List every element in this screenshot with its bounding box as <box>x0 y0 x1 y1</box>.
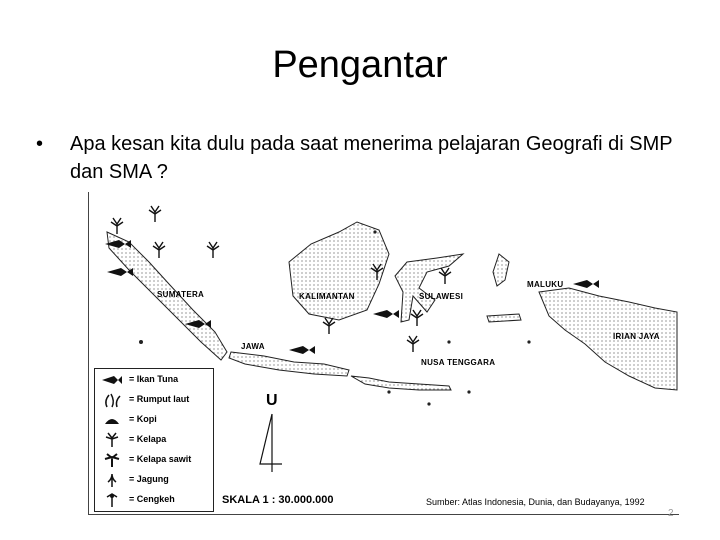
clove-icon <box>101 492 123 508</box>
map-scale: SKALA 1 : 30.000.000 <box>222 494 334 506</box>
legend-item: = Ikan Tuna <box>99 371 211 389</box>
legend-item: = Kelapa sawit <box>99 451 211 469</box>
map-source: Sumber: Atlas Indonesia, Dunia, dan Budayanya, 1992 <box>426 497 645 507</box>
corn-icon <box>101 472 123 488</box>
fish-icon <box>101 372 123 388</box>
coconut-palm-icon <box>101 432 123 448</box>
label-maluku: MALUKU <box>527 280 564 289</box>
legend-item: = Kelapa <box>99 431 211 449</box>
seaweed-icon <box>101 392 123 408</box>
north-label: U <box>266 392 278 409</box>
label-kalimantan: KALIMANTAN <box>299 292 355 301</box>
coffee-icon <box>101 412 123 428</box>
bullet-text: Apa kesan kita dulu pada saat menerima pelajaran Geografi di SMP dan SMA ? <box>70 133 673 183</box>
legend-item: = Jagung <box>99 471 211 489</box>
island-nusa-tenggara <box>351 376 451 390</box>
label-sumatera: SUMATERA <box>157 290 205 299</box>
island-sulawesi <box>395 254 463 322</box>
label-sulawesi: SULAWESI <box>419 292 464 301</box>
island-maluku <box>493 254 509 286</box>
island-seram <box>487 314 521 322</box>
slide-title: Pengantar <box>272 44 448 86</box>
bullet-dot-icon: • <box>36 133 44 155</box>
island-kalimantan <box>289 222 389 320</box>
map-legend <box>94 368 214 512</box>
island-jawa <box>229 352 349 376</box>
page-number: 2 <box>668 508 674 519</box>
label-nusa-tenggara: NUSA TENGGARA <box>421 358 496 367</box>
legend-item: = Cengkeh <box>99 491 211 509</box>
label-jawa: JAWA <box>241 342 265 351</box>
north-arrow-icon <box>254 394 288 474</box>
label-irian-jaya: IRIAN JAYA <box>613 332 660 341</box>
legend-item: = Kopi <box>99 411 211 429</box>
legend-item: = Rumput laut <box>99 391 211 409</box>
oil-palm-icon <box>101 452 123 468</box>
